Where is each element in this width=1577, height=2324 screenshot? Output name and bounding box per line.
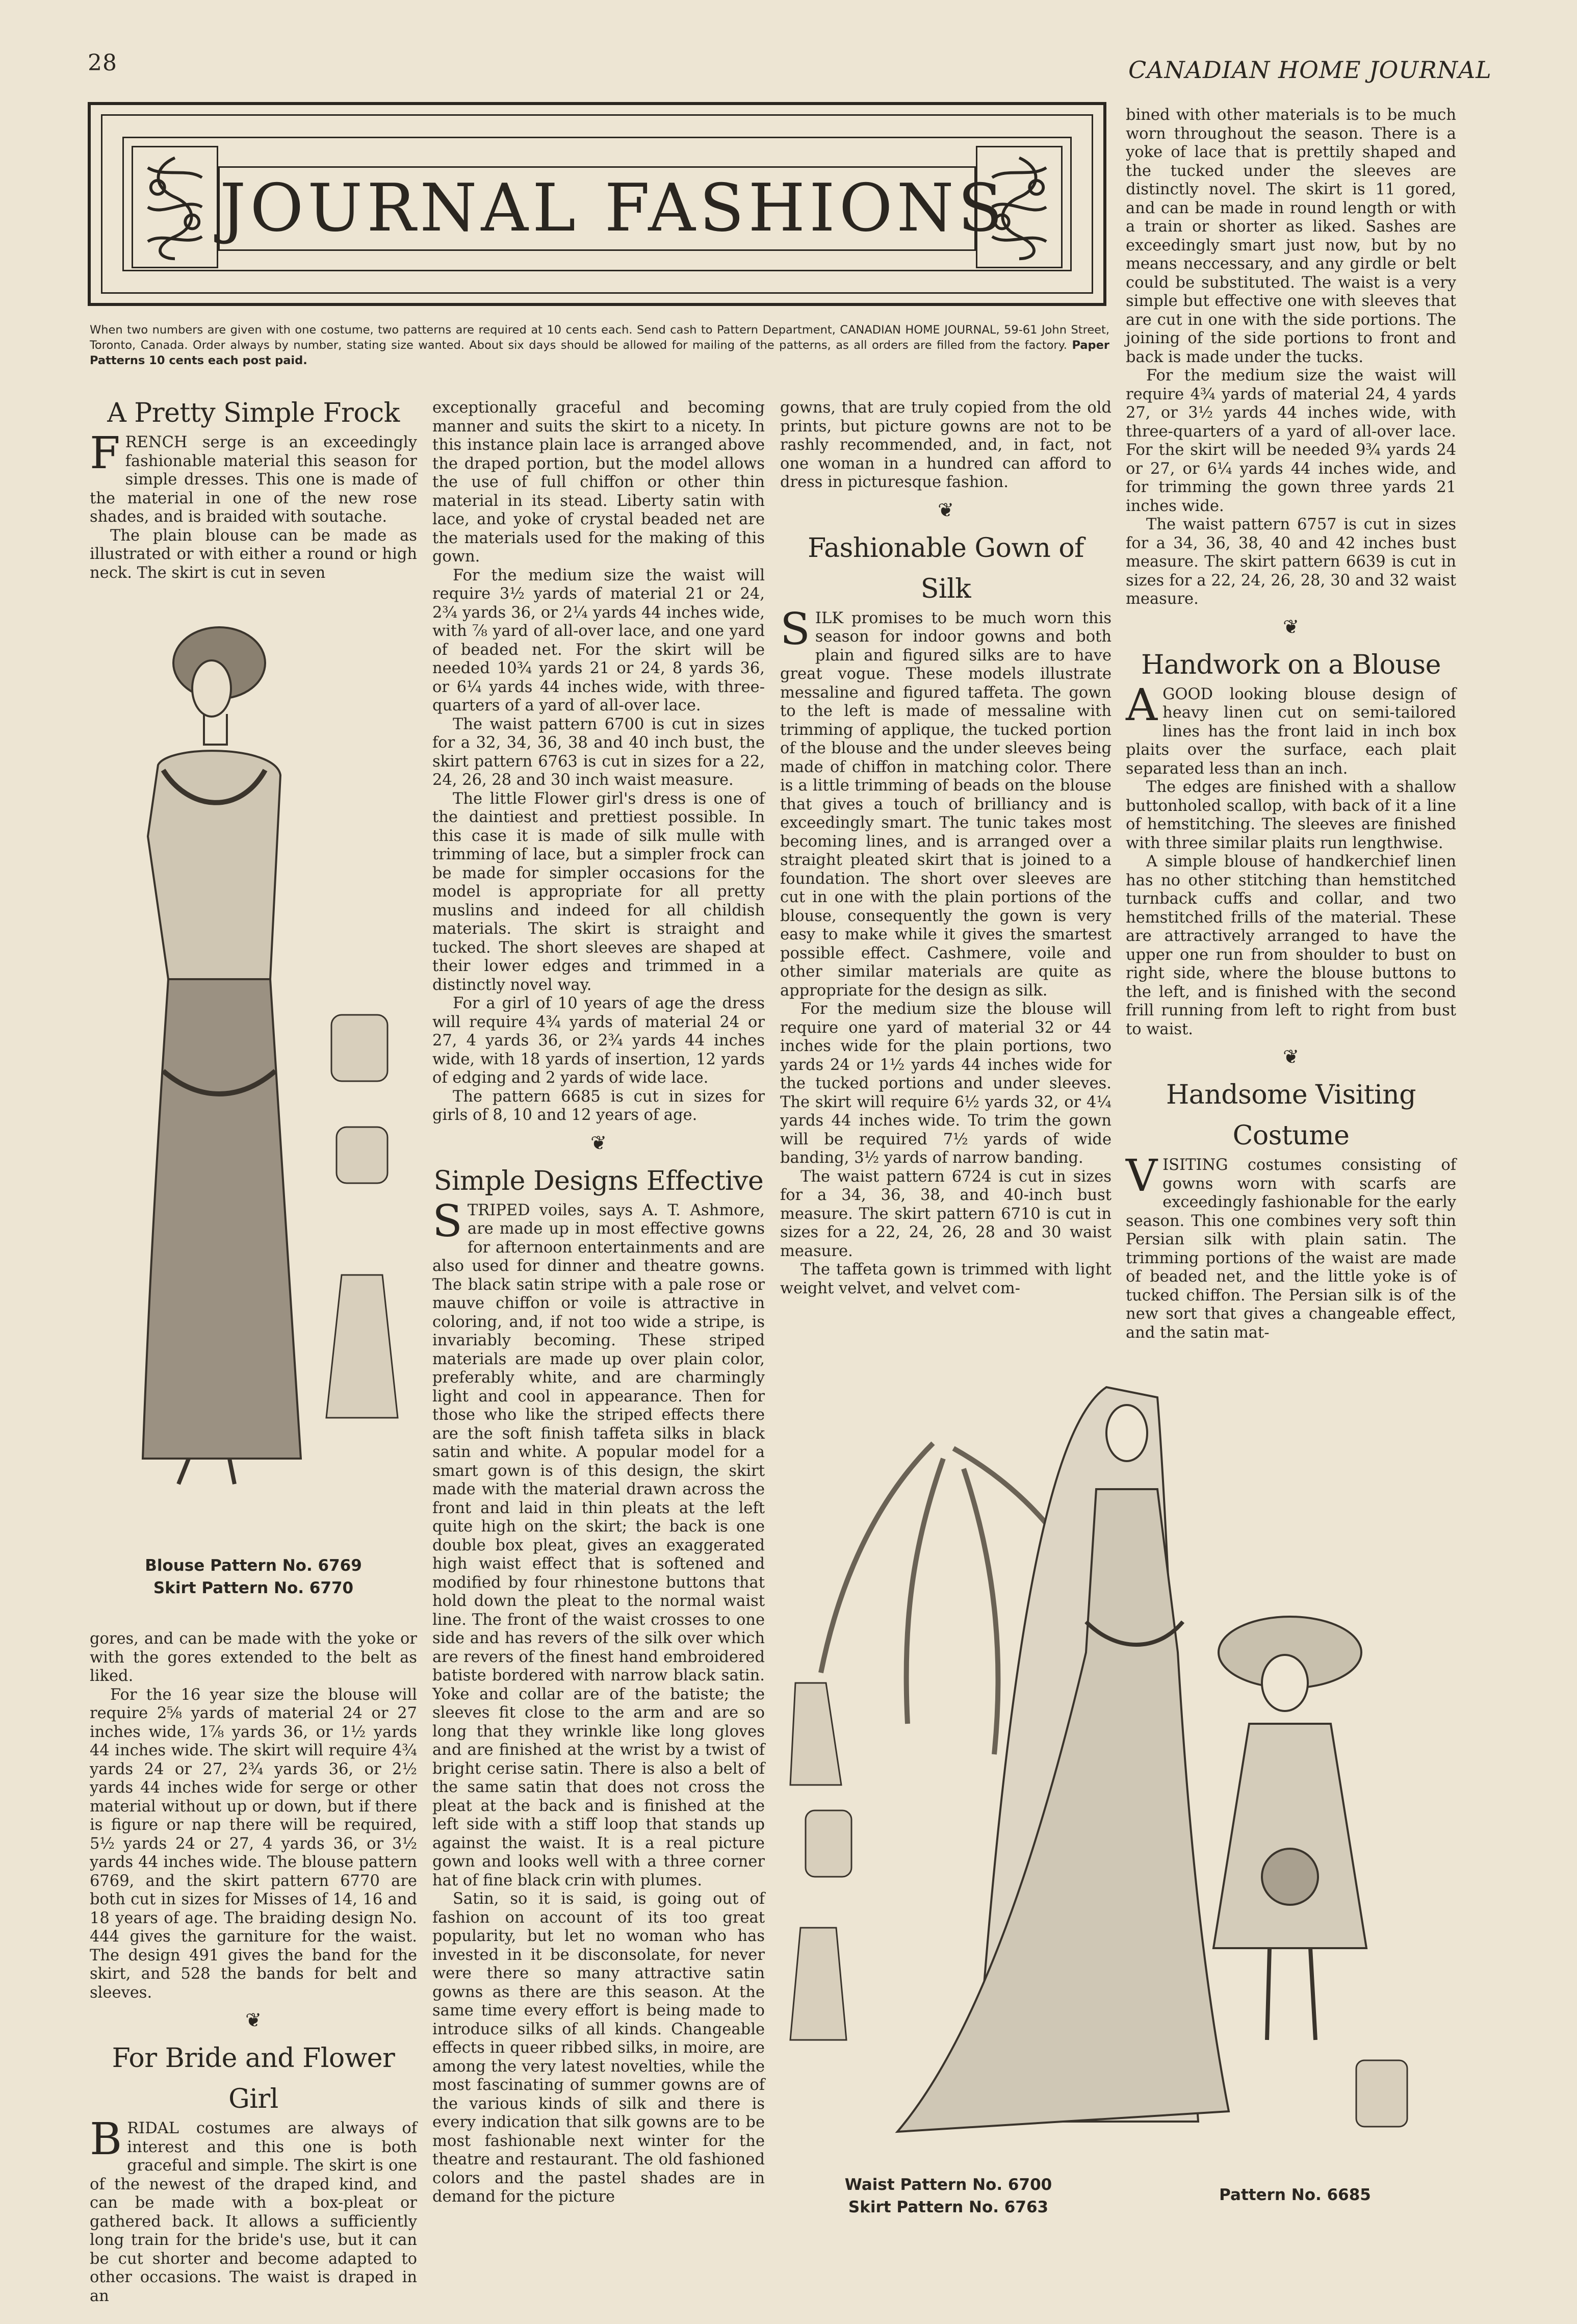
article-frock-title: A Pretty Simple Frock	[107, 398, 400, 428]
article-bride-cont	[432, 399, 765, 2207]
caption-skirt: Skirt Pattern No. 6770	[153, 1579, 354, 1597]
article-silk-cont1: bined with other materials is to be much worn throughout the season. There is a yoke of lace that is prettily shaped and the tucked under the sleeves are distinctly novel. The skirt is 11 gored, and can be made in round length or with a train or shorter as liked. Sashes are exceedingly smart just now, but by no means neccessary, and any girdle or belt could be substituted. The waist is a very simple but effective one with sleeves that are cut in one with the side portions. The joining of the side portions to front and back is made under the tucks.	[1126, 106, 1456, 366]
girl-bouquet	[1262, 1849, 1318, 1905]
notice-text: When two numbers are given with one costume, two patterns are required at 10 cents each. Send cash to Pattern Department, CANADIAN HOME JOURNAL, 59-61 John Street, Toronto, Canada. Order always by number, stating size wanted. About six days should be allowed for mailing of the patterns, as all orders are filled from the factory.	[90, 323, 1109, 352]
article-frock-cont1: gores, and can be made with the yoke or with the gores extended to the belt as liked.	[90, 1630, 417, 1685]
caption-frock	[90, 1554, 417, 1599]
article-silk	[780, 399, 1111, 1298]
article-frock-cont	[90, 1630, 417, 2306]
article-bride-cont2: For the medium size the waist will require 3½ yards of material 21 or 24, 2¾ yards 36, or 2¼ yards 44 inches wide, with ⅞ yard of all-over lace, and one yard of beaded net. For the skirt will be needed 10¾ yards 21 or 24, 8 yards 36, or 6¼ yards 44 inches wide, with three-quarters of a yard of all-over lace.	[432, 566, 765, 714]
caption-waist: Waist Pattern No. 6700	[844, 2176, 1052, 2194]
fleuron-icon: ❦	[1283, 615, 1299, 638]
article-frock	[90, 393, 417, 582]
article-silk-title: Fashionable Gown of Silk	[808, 532, 1084, 604]
caption-blouse: Blouse Pattern No. 6769	[145, 1556, 362, 1575]
frock-neck	[204, 714, 227, 745]
article-silk-p3: The waist pattern 6724 is cut in sizes for a 34, 36, 38, and 40-inch bust measure. The skirt pattern 6710 is cut in sizes for a 22, 24, 26, 28 and 30 waist measure.	[780, 1167, 1111, 1260]
article-bride-title: For Bride and Flower Girl	[112, 2043, 395, 2114]
article-frock-p2: The plain blouse can be made as illustrated or with either a round or high neck. The skirt is cut in seven	[90, 526, 417, 582]
article-bride-cont6: The pattern 6685 is cut in sizes for girls of 8, 10 and 12 years of age.	[432, 1087, 765, 1124]
frock-feet	[178, 1459, 235, 1484]
article-visiting-p1: ISITING costumes consisting of gowns worn with scarfs are exceedingly fashionable for the early season. This one combines very soft thin Persian silk with plain satin. The trimming portions of the waist are made of beaded net, and the little yoke is of tucked chiffon. The Persian silk is of the new sort that gives a changeable effect, and the satin mat-	[1126, 1156, 1456, 1342]
bride-illustration	[780, 1367, 1433, 2162]
page-number: 28	[88, 50, 117, 76]
dropcap: F	[90, 428, 120, 479]
dropcap: V	[1126, 1151, 1158, 1202]
running-head: CANADIAN HOME JOURNAL	[1128, 56, 1492, 84]
frock-detail-back	[337, 1127, 387, 1183]
dropcap: B	[90, 2114, 122, 2165]
article-silk-cont3: The waist pattern 6757 is cut in sizes for a 34, 36, 38, 40 and 42 inches bust measure. The skirt pattern 6639 is cut in sizes for a 22, 24, 26, 28, 30 and 32 waist measure.	[1126, 516, 1456, 608]
frock-detail-blouse	[331, 1015, 387, 1081]
article-silk-cont	[1126, 106, 1456, 1342]
article-silk-p4: The taffeta gown is trimmed with light weight velvet, and velvet com-	[780, 1261, 1111, 1297]
girl-legs	[1267, 1948, 1315, 2040]
frock-skirt	[143, 979, 301, 1459]
bride-face	[1106, 1405, 1147, 1461]
pattern-notice	[90, 322, 1109, 368]
article-silk-cont2: For the medium size the waist will require 4¾ yards of material 24, 4 yards 27, or 3½ yards 44 inches wide, with three-quarters of a yard of all-over lace. For the skirt will be needed 9¾ yards 24 or 27, or 6¼ yards 44 inches wide, and for trimming the gown three yards 21 inches wide.	[1126, 367, 1456, 515]
girl-dress	[1213, 1724, 1366, 1948]
girl-detail-dress	[1356, 2060, 1407, 2127]
caption-girl: Pattern No. 6685	[1219, 2186, 1371, 2204]
fleuron-icon: ❦	[590, 1131, 607, 1154]
article-bride-cont3: The waist pattern 6700 is cut in sizes for a 32, 34, 36, 38 and 40 inch bust, the skirt pattern 6763 is cut in sizes for a 22, 24, 26, 28 and 30 inch waist measure.	[432, 715, 765, 789]
article-handwork-p2: The edges are finished with a shallow buttonholed scallop, with back of it a line of hemstitching. The sleeves are finished with three similar plaits run lengthwise.	[1126, 778, 1456, 852]
fleuron-icon: ❦	[938, 498, 954, 521]
caption-bride	[806, 2174, 1091, 2218]
masthead	[88, 102, 1106, 306]
bride-detail-waist	[790, 1683, 841, 1785]
frock-face	[192, 660, 231, 717]
article-bride-p1: RIDAL costumes are always of interest and this one is both graceful and simple. The skirt is one of the newest of the draped kind, and can be made with a box-pleat or gathered back. It allows a sufficiently long train for the bride's use, but it can be cut shorter and become adapted to other occasions. The waist is draped in an	[90, 2119, 417, 2305]
dropcap: S	[432, 1195, 462, 1247]
article-frock-p1: RENCH serge is an exceedingly fashionable material this season for simple dresses. This one is made of the material in one of the new rose shades, and is braided with soutache.	[90, 433, 417, 526]
article-simple-title: Simple Designs Effective	[433, 1165, 764, 1196]
article-simple-cont1: gowns, that are truly copied from the old prints, but picture gowns are not to be rashly recommended, and, in fact, not one woman in a hundred can afford to dress in picturesque fashion.	[780, 399, 1111, 491]
article-handwork-p1: GOOD looking blouse design of heavy linen cut on semi-tailored lines has the front laid in inch box plaits over the surface, each plait separated less than an inch.	[1126, 685, 1456, 778]
bride-detail-skirt	[790, 1928, 846, 2040]
article-visiting-title: Handsome Visiting Costume	[1166, 1080, 1416, 1151]
floral-ornament-left-icon	[132, 146, 218, 268]
article-bride-cont5: For a girl of 10 years of age the dress will require 4¾ yards of material 24 or 27, 4 yards 36, or 2¾ yards 44 inches wide, with 18 yards of insertion, 12 yards of edging and 2 yards of wide lace.	[432, 994, 765, 1087]
frock-illustration	[127, 622, 413, 1540]
article-bride-cont4: The little Flower girl's dress is one of the daintiest and prettiest possible. In this case it is made of silk mulle with trimming of lace, but a simpler frock can be made for simpler occasions for the model is appropriate for all pretty muslins and indeed for all childish materials. The skirt is straight and tucked. The short sleeves are shaped at their lower edges and trimmed in a distinctly novel way.	[432, 789, 765, 994]
bride-detail-sleeve	[806, 1810, 851, 1877]
caption-skirt2: Skirt Pattern No. 6763	[848, 2198, 1049, 2216]
article-simple-p1: TRIPED voiles, says A. T. Ashmore, are made up in most effective gowns for afternoon entertainments and are also used for dinner and theatre gowns. The black satin stripe with a pale rose or mauve chiffon or voile is attractive in coloring, and, if not too wide a stripe, is invariably becoming. These striped materials are made up over plain color, preferably white, and are charmingly light and cool in appearance. Then for those who like the striped effects there are the soft finish taffeta silks in black satin and white. A popular model for a smart gown is of this design, the skirt made with the material drawn across the front and laid in thin pleats at the left quite high on the skirt; the back is one double box pleat, gives an exaggerated high waist effect that is softened and modified by four rhinestone buttons that hold down the pleat to the normal waist line. The front of the waist crosses to one side and has revers of the silk over which are revers of the finest hand embroidered batiste bordered with narrow black satin. Yoke and collar are of the batiste; the sleeves fit close to the arm and are so long that they wrinkle like long gloves and are finished at the wrist by a twist of bright cerise satin. There is also a belt of the same satin that does not cross the pleat at the back and is finished at the left side with a stiff loop that stands up against the waist. It is a real picture gown and looks well with a three corner hat of fine black crin with plumes.	[432, 1201, 765, 1889]
frock-detail-skirt	[326, 1275, 398, 1418]
dropcap: S	[780, 603, 810, 655]
fleuron-icon: ❦	[245, 2009, 262, 2031]
article-silk-p1: ILK promises to be much worn this season for indoor gowns and both plain and figured silks are to have great vogue. These models illustrate messaline and figured taffeta. The gown to the left is made of messaline with trimming of applique, the tucked portion of the blouse and the under sleeves being made of chiffon in matching color. There is a little trimming of beads on the blouse that gives a touch of brilliancy and is exceedingly smart. The tunic takes most becoming lines, and is arranged over a straight pleated skirt that is joined to a foundation. The short over sleeves are cut in one with the plain portions of the blouse, consequently the gown is very easy to make while it gives the smartest possible effect. Cashmere, voile and other similar materials are quite as appropriate for the design as silk.	[780, 609, 1111, 1000]
article-bride-cont1: exceptionally graceful and becoming manner and suits the skirt to a nicety. In this instance plain lace is arranged above the draped portion, but the model allows the use of full chiffon or other thin material in its stead. Liberty satin with lace, and yoke of crystal beaded net are the materials used for the making of this gown.	[432, 399, 765, 566]
article-frock-cont2: For the 16 year size the blouse will require 2⅝ yards of material 24 or 27 inches wide, 1⅞ yards 36, or 1½ yards 44 inches wide. The skirt will require 4¾ yards 24 or 27, 2¾ yards 36, or 2½ yards 44 inches wide for serge or other material without up or down, but if there is figure or nap there will be required, 5½ yards 24 or 27, 4 yards 36, or 3½ yards 44 inches wide. The blouse pattern 6769, and the skirt pattern 6770 are both cut in sizes for Misses of 14, 16 and 18 years of age. The braiding design No. 444 gives the garniture for the waist. The design 491 gives the band for the skirt, and 528 the bands for belt and sleeves.	[90, 1685, 417, 2002]
article-simple-p2: Satin, so it is said, is going out of fashion on account of its too great popularity, but let no woman who has invested in it be disconsolate, for never were there so many attractive satin gowns as there are this season. At the same time every effort is being made to introduce silks of all kinds. Changeable effects in queer ribbed silks, in moire, are among the very latest novelties, while the most fascinating of summer gowns are of the various kinds of silk and there is every indication that silk gowns are to be most fashionable next winter for the theatre and restaurant. The old fashioned colors and the pastel shades are in demand for the picture	[432, 1890, 765, 2206]
dropcap: A	[1126, 679, 1158, 731]
girl-face	[1262, 1655, 1308, 1711]
article-handwork-title: Handwork on a Blouse	[1141, 649, 1441, 680]
notice-bold: Paper Patterns 10 cents each post paid.	[90, 339, 1110, 367]
masthead-title: JOURNAL FASHIONS	[218, 166, 976, 251]
article-silk-p2: For the medium size the blouse will require one yard of material 32 or 44 inches wide for the plain portions, two yards 24 or 1½ yards 44 inches wide for the tucked portions and under sleeves. The skirt will require 6½ yards 32, or 4¼ yards 44 inches wide. To trim the gown will be required 7½ yards of wide banding, 3½ yards of narrow banding.	[780, 1000, 1111, 1167]
article-handwork-p3: A simple blouse of handkerchief linen has no other stitching than hemstitched turnback cuffs and collar, and two hemstitched frills of the material. These are attractively arranged to have the upper one run from shoulder to bust on right side, where the blouse buttons to the left, and is finished with the second frill running from left to right from bust to waist.	[1126, 853, 1456, 1038]
frock-bodice	[148, 751, 280, 979]
fleuron-icon: ❦	[1283, 1045, 1299, 1068]
floral-ornament-right-icon	[976, 146, 1063, 268]
